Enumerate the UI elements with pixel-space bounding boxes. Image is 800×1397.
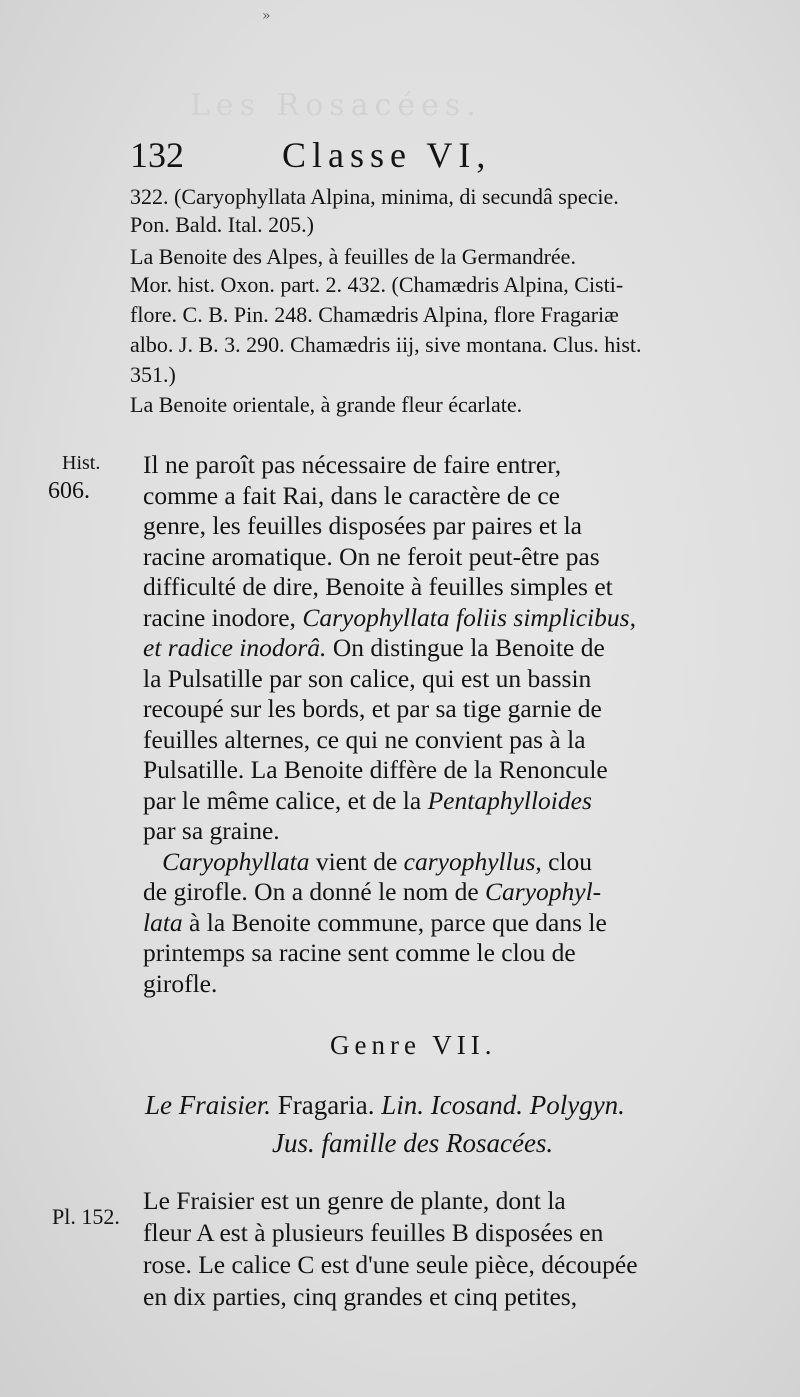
- genre-name: Le Fraisier.: [145, 1090, 272, 1120]
- text-line: Mor. hist. Oxon. part. 2. 432. (Chamædris Alpina, Cisti-: [130, 272, 624, 297]
- page-number: 132: [130, 135, 184, 175]
- margin-note-plate: Pl. 152.: [52, 1204, 120, 1229]
- text-segment: vient de: [315, 847, 398, 876]
- text-line: [143, 908, 773, 938]
- page-header: [130, 128, 730, 178]
- text-line: genre, les feuilles disposées par paires et la: [143, 511, 583, 540]
- italic-latin: Caryophyllata foliis simplicibus,: [302, 603, 636, 632]
- genre-family-line: Jus. famille des Rosacées.: [272, 1128, 554, 1158]
- italic-latin: Pentaphylloides: [427, 786, 592, 815]
- text-line: Il ne paroît pas nécessaire de faire entrer,: [143, 450, 562, 479]
- text-line: feuilles alternes, ce qui ne convient pas à la: [143, 725, 586, 754]
- italic-latin: caryophyllus: [403, 847, 536, 876]
- text-line: comme a fait Rai, dans le caractère de ce: [143, 481, 560, 510]
- text-segment: racine inodore,: [143, 603, 296, 632]
- text-segment: , clou: [535, 847, 593, 876]
- text-line: recoupé sur les bords, et par sa tige garnie de: [143, 694, 602, 723]
- text-line: rose. Le calice C est d'une seule pièce, découpée: [143, 1250, 638, 1279]
- genre-reference: Lin. Icosand. Polygyn.: [381, 1090, 625, 1120]
- top-mark: »: [262, 8, 271, 24]
- text-line: [143, 603, 773, 633]
- margin-note-hist: Hist.: [62, 452, 101, 474]
- italic-latin: Caryophyllata: [162, 847, 310, 876]
- text-line: racine aromatique. On ne feroit peut-être pas: [143, 542, 600, 571]
- text-line: printemps sa racine sent comme le clou de: [143, 938, 576, 967]
- genre-title-line: [145, 1090, 775, 1120]
- text-line: La Benoite des Alpes, à feuilles de la Germandrée.: [130, 244, 576, 269]
- text-line: difficulté de dire, Benoite à feuilles simples et: [143, 572, 613, 601]
- text-line: la Pulsatille par son calice, qui est un bassin: [143, 664, 592, 693]
- text-line: Pon. Bald. Ital. 205.): [130, 212, 314, 237]
- text-line: albo. J. B. 3. 290. Chamædris iij, sive montana. Clus. hist.: [130, 332, 642, 357]
- text-line: fleur A est à plusieurs feuilles B disposées en: [143, 1218, 604, 1247]
- text-line: [143, 847, 773, 877]
- class-title: Classe VI,: [282, 135, 492, 175]
- bleed-through-text: Les Rosacées.: [190, 88, 482, 123]
- genre-latin: Fragaria.: [277, 1090, 375, 1120]
- text-line: 322. (Caryophyllata Alpina, minima, di secundâ specie.: [130, 184, 619, 209]
- text-line: [143, 877, 773, 907]
- text-segment: de girofle. On a donné le nom de: [143, 877, 479, 906]
- text-segment: à la Benoite commune, parce que dans le: [189, 908, 607, 937]
- italic-latin: et radice inodorâ.: [143, 633, 327, 662]
- text-line: Pulsatille. La Benoite diffère de la Renoncule: [143, 755, 608, 784]
- text-line: [143, 633, 773, 663]
- text-line: en dix parties, cinq grandes et cinq petites,: [143, 1282, 578, 1311]
- text-segment: On distingue la Benoite de: [332, 633, 605, 662]
- italic-latin: Caryophyl-: [485, 877, 602, 906]
- text-segment: par le même calice, et de la: [143, 786, 422, 815]
- text-line: [143, 786, 773, 816]
- genre-heading: Genre VII.: [330, 1030, 497, 1060]
- margin-note-number: 606.: [48, 478, 90, 504]
- text-line: par sa graine.: [143, 816, 280, 845]
- text-line: La Benoite orientale, à grande fleur écarlate.: [130, 392, 523, 417]
- text-line: flore. C. B. Pin. 248. Chamædris Alpina, flore Fragariæ: [130, 302, 619, 327]
- text-line: girofle.: [143, 969, 218, 998]
- italic-latin: lata: [143, 908, 183, 937]
- text-line: 351.): [130, 362, 176, 387]
- text-line: Le Fraisier est un genre de plante, dont la: [143, 1186, 566, 1215]
